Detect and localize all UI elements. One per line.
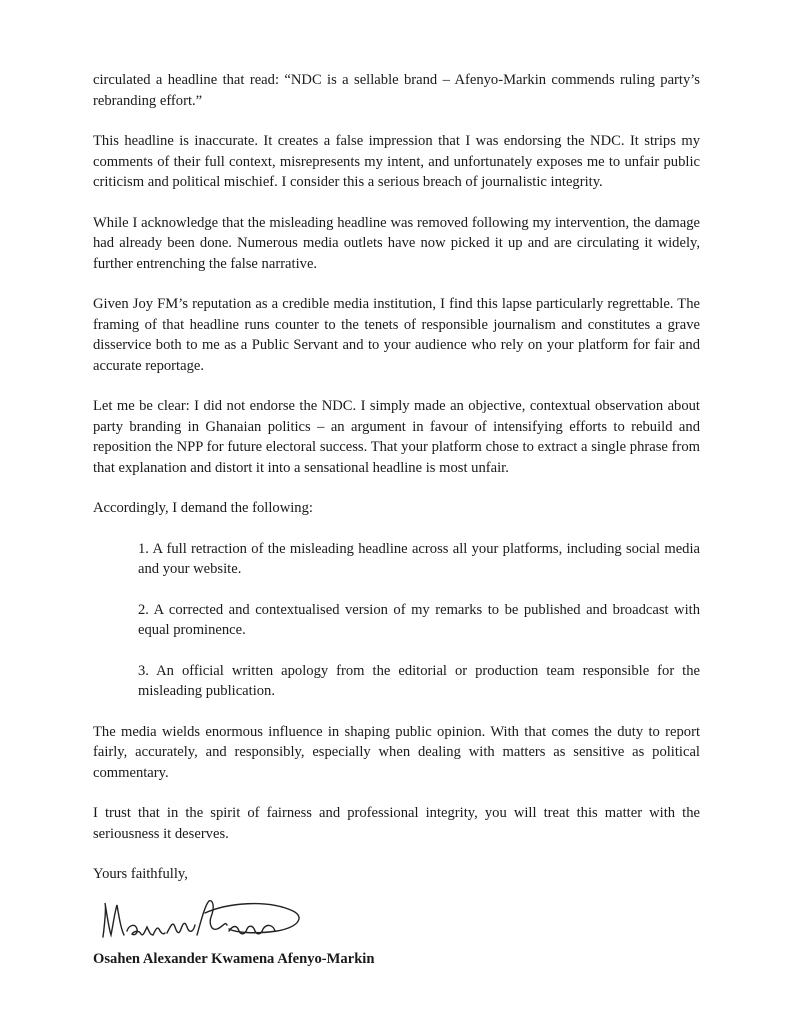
letter-paragraph-2: This headline is inaccurate. It creates a false impression that I was endorsing the NDC. It strips my comments of their full context, misrepresents my intent, and unfortunately exposes me to unfair public criticism and political mischief. I consider this a serious breach of journalistic integrity. bbox=[93, 133, 700, 190]
demand-item-3: 3. An official written apology from the editorial or production team responsible for the misleading publication. bbox=[138, 662, 700, 699]
letter-paragraph-5: Let me be clear: I did not endorse the NDC. I simply made an objective, contextual observation about party branding in Ghanaian politics – an argument in favour of intensifying efforts to rebuild and reposition the NPP for future electoral success. That your platform chose to extract a single phrase from that explanation and distort it into a sensational headline is most unfair. bbox=[93, 398, 700, 476]
sign-off: Yours faithfully, bbox=[93, 866, 188, 882]
closing-paragraph-1: The media wields enormous influence in shaping public opinion. With that comes the duty to report fairly, accurately, and responsibly, especially when dealing with matters as sensitive as political commentary. bbox=[93, 723, 700, 781]
letter-paragraph-3: While I acknowledge that the misleading headline was removed following my intervention, the damage had already been done. Numerous media outlets have now picked it up and are circulating it widely, further entrenching the false narrative. bbox=[93, 214, 700, 272]
handwritten-signature bbox=[97, 891, 307, 949]
closing-paragraph-2: I trust that in the spirit of fairness and professional integrity, you will treat this matter with the seriousness it deserves. bbox=[93, 805, 700, 842]
demand-item-1: 1. A full retraction of the misleading headline across all your platforms, including social media and your website. bbox=[138, 540, 700, 577]
demands-list bbox=[138, 539, 700, 702]
signer-name: Osahen Alexander Kwamena Afenyo-Markin bbox=[93, 950, 375, 967]
letter-paragraph-4: Given Joy FM’s reputation as a credible media institution, I find this lapse particularly regrettable. The framing of that headline runs counter to the tenets of responsible journalism and constitutes a grave disservice both to me as a Public Servant and to your audience who rely on your platform for fair and accurate reportage. bbox=[93, 296, 700, 374]
demands-intro: Accordingly, I demand the following: bbox=[93, 500, 313, 516]
letter-page bbox=[93, 70, 700, 969]
letter-paragraph-1: circulated a headline that read: “NDC is a sellable brand – Afenyo-Markin commends ruling party’s rebranding effort.” bbox=[93, 72, 700, 109]
demand-item-2: 2. A corrected and contextualised version of my remarks to be published and broadcast with equal prominence. bbox=[138, 601, 700, 638]
